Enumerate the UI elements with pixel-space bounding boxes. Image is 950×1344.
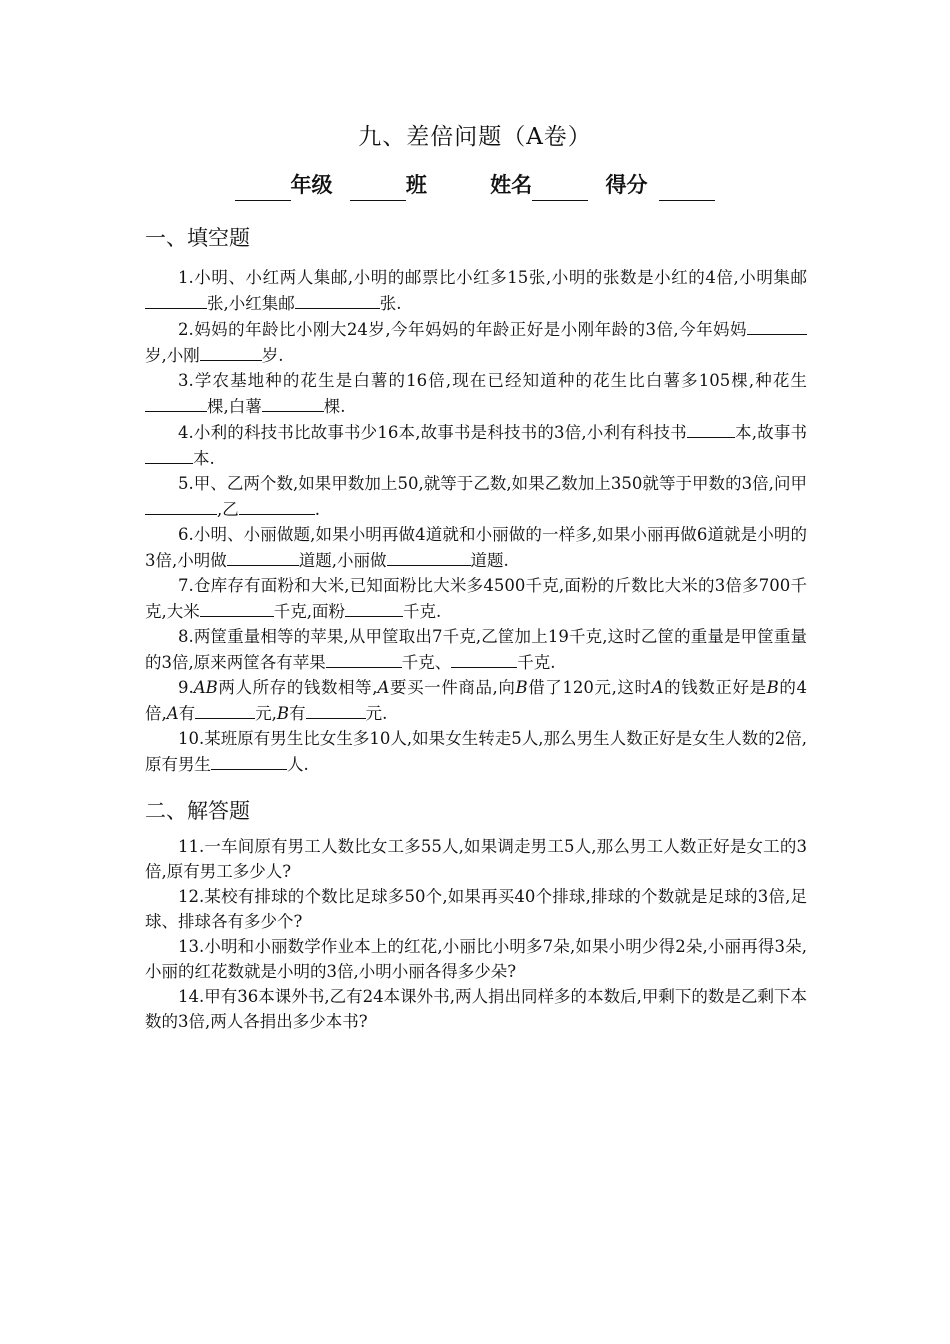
grade-label: 年级 (290, 173, 333, 197)
answer-blank[interactable] (326, 649, 402, 668)
answer-blank[interactable] (195, 700, 255, 719)
grade-blank[interactable] (235, 168, 291, 201)
section-fill-in-title: 一、填空题 (145, 226, 250, 250)
name-label: 姓名 (490, 173, 533, 197)
question-14: 14.甲有36本课外书,乙有24本课外书,两人捐出同样多的本数后,甲剩下的数是乙剩下本数的3倍,两人各捐出多少本书? (145, 987, 807, 1031)
question-10: 10.某班原有男生比女生多10人,如果女生转走5人,那么男生人数正好是女生人数的2倍,原有男生 人. (145, 729, 807, 774)
answer-blank[interactable] (145, 496, 217, 515)
answer-blank[interactable] (295, 290, 380, 309)
page-title: 九、差倍问题（A卷） (358, 124, 592, 150)
answer-blank[interactable] (451, 649, 517, 668)
answer-blank[interactable] (145, 290, 207, 309)
question-13: 13.小明和小丽数学作业本上的红花,小丽比小明多7朵,如果小明少得2朵,小丽再得3朵,小丽的红花数就是小明的3倍,小明小丽各得多少朵? (145, 937, 807, 981)
question-12: 12.某校有排球的个数比足球多50个,如果再买40个排球,排球的个数就是足球的3倍,足球、排球各有多少个? (145, 887, 807, 931)
question-4: 4.小利的科技书比故事书少16本,故事书是科技书的3倍,小利有科技书 本,故事书本. (145, 419, 807, 471)
question-11: 11.一车间原有男工人数比女工多55人,如果调走男工5人,那么男工人数正好是女工的3倍,原有男工多少人? (145, 837, 807, 881)
answer-blank[interactable] (687, 419, 735, 438)
student-info-line (0, 168, 950, 201)
answer-blank[interactable] (200, 598, 274, 617)
answer-blank[interactable] (145, 445, 193, 464)
question-7: 7.仓库存有面粉和大米,已知面粉比大米多4500千克,面粉的斤数比大米的3倍多700千克,大米 千克,面粉 千克. (145, 576, 807, 621)
question-9: 9.AB两人所存的钱数相等,A要买一件商品,向B借了120元,这时A的钱数正好是B的4倍,A有 元,B有 元. (145, 678, 807, 723)
answer-blank[interactable] (211, 751, 287, 770)
score-label: 得分 (605, 173, 648, 197)
answer-blank[interactable] (747, 316, 807, 335)
answer-blank[interactable] (227, 547, 299, 566)
answer-blank[interactable] (145, 393, 207, 412)
question-3: 3.学农基地种的花生是白薯的16倍,现在已经知道种的花生比白薯多105棵,种花生棵,白薯 棵. (145, 368, 807, 419)
fill-in-questions (145, 265, 807, 777)
class-blank[interactable] (350, 168, 406, 201)
answer-blank[interactable] (387, 547, 471, 566)
question-6: 6.小明、小丽做题,如果小明再做4道就和小丽做的一样多,如果小丽再做6道就是小明的3倍,小明做 道题,小丽做 道题. (145, 525, 807, 570)
question-2: 2.妈妈的年龄比小刚大24岁,今年妈妈的年龄正好是小刚年龄的3倍,今年妈妈岁,小刚 岁. (145, 316, 807, 368)
question-5: 5.甲、乙两个数,如果甲数加上50,就等于乙数,如果乙数加上350就等于甲数的3倍,问甲,乙 . (145, 471, 807, 522)
solve-questions (145, 834, 807, 1034)
score-blank[interactable] (659, 168, 715, 201)
name-blank[interactable] (532, 168, 588, 201)
section-solve-title: 二、解答题 (145, 799, 250, 823)
question-8: 8.两筐重量相等的苹果,从甲筐取出7千克,乙筐加上19千克,这时乙筐的重量是甲筐重量的3倍,原来两筐各有苹果 千克、 千克. (145, 627, 807, 672)
answer-blank[interactable] (345, 598, 403, 617)
answer-blank[interactable] (200, 342, 262, 361)
answer-blank[interactable] (306, 700, 366, 719)
answer-blank[interactable] (239, 496, 315, 515)
answer-blank[interactable] (262, 393, 324, 412)
class-label: 班 (405, 173, 427, 197)
question-1: 1.小明、小红两人集邮,小明的邮票比小红多15张,小明的张数是小红的4倍,小明集邮张,小红集邮 张. (145, 265, 807, 316)
